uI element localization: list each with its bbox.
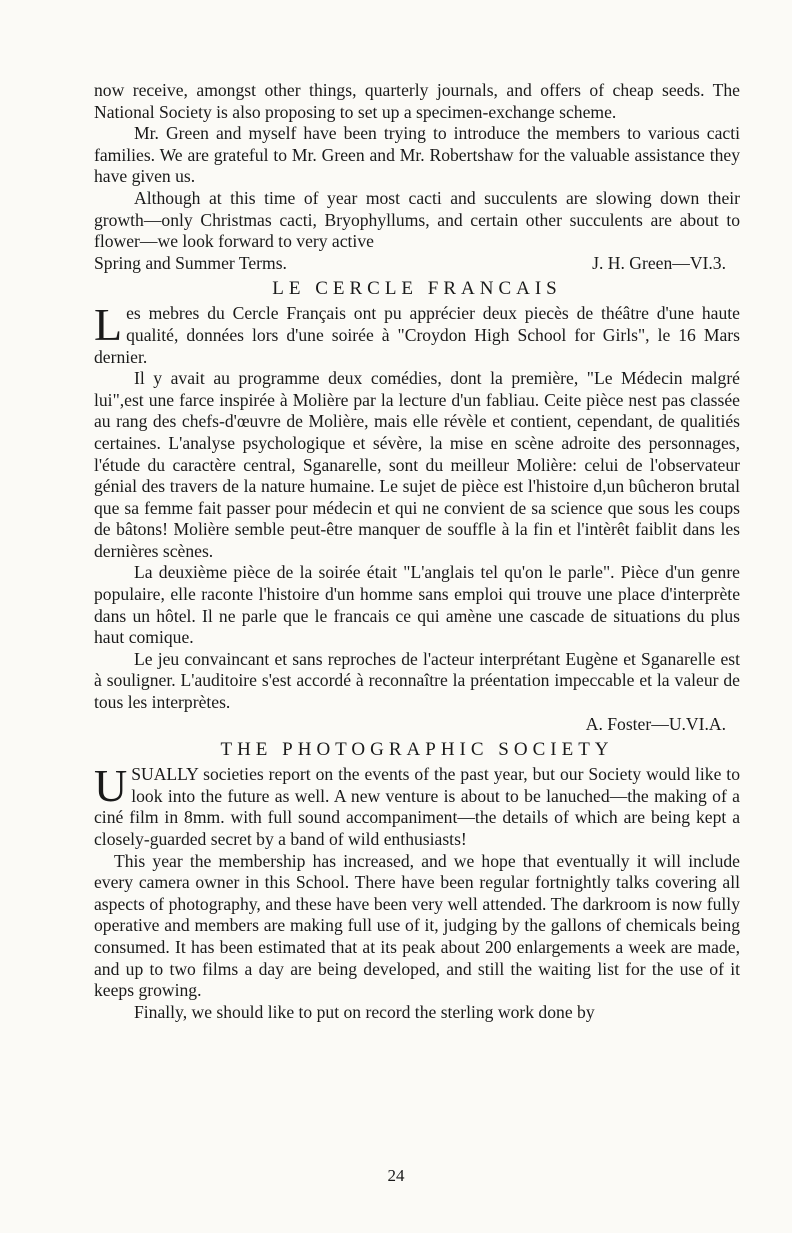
photo-heading: THE PHOTOGRAPHIC SOCIETY [220, 739, 614, 761]
photo-paragraph-2: This year the membership has increased, and we hope that eventually it will include every camera owner in this School. There have been regular fortnightly talks covering all aspects of photography, and these have been very well attended. The darkroom is now fully operative and members are making full use of it, judging by the gallons of chemicals being consumed. It has been estimated that at its peak about 200 enlargements a week are made, and up to two films a day are being developed, and still the waiting list for the use of it keeps growing. [94, 850, 740, 1001]
cercle-dropcap: L [94, 299, 123, 351]
cercle-signature-line [94, 714, 740, 736]
intro-paragraph-3-end: Spring and Summer Terms. [94, 252, 287, 273]
photo-paragraph-1 [94, 760, 740, 850]
cercle-paragraph-1 [94, 299, 740, 368]
document-body [94, 80, 740, 1023]
photo-paragraph-3: Finally, we should like to put on record the sterling work done by [134, 1001, 595, 1022]
photo-dropcap: U [94, 760, 128, 812]
page-number: 24 [387, 1166, 405, 1185]
cercle-paragraph-2: Il y avait au programme deux comédies, dont la première, "Le Médecin malgré lui",est une farce inspirée à Molière par la lecture d'un fabliau. Ceite pièce nest pas classée au rang des chefs-d'œuvre de Molière, mais elle révèle et contient, cependant, de qualitiés certaines. L'analyse psychologique et sévère, la mise en scène adroite des personnages, l'étude du caractère central, Sganarelle, sont du meilleur Molière: celui de l'observateur génial des travers de la nature humaine. Le sujet de pièce est l'histoire d,un bûcheron brutal que sa femme fait passer pour médecin et qui ne convient de sa science que sous les coups de bâtons! Molière semble peut-être manquer de souffle à la fin et l'intèrêt faiblit dans les dernières scènes. [94, 368, 740, 561]
cercle-heading: LE CERCLE FRANCAIS [272, 278, 562, 300]
cercle-paragraph-3: La deuxième pièce de la soirée était "L'anglais tel qu'on le parle". Pièce d'un genre populaire, elle raconte l'histoire d'un homme sans emploi qui trouve une place d'interprète dans un hôtel. Il ne parle que le francais ce qui amène une cascade de situations du plus haut comique. [94, 562, 740, 648]
photo-paragraph-1-text: SUALLY societies report on the events of the past year, but our Society would like to look into the future as well. A new venture is about to be lanuched—the making of a ciné film in 8mm. with full sound accompaniment—the details of which are being kept a closely-guarded secret by a band of wild enthusiasts! [94, 764, 740, 849]
intro-closing-line [94, 253, 740, 275]
intro-paragraph-3: Although at this time of year most cacti and succulents are slowing down their growth—only Christmas cacti, Bryophyllums, and certain other succulents are about to flower—we look forward to very active [94, 187, 740, 252]
cercle-paragraph-4: Le jeu convaincant et sans reproches de l'acteur interprétant Eugène et Sganarelle est à souligner. L'auditoire s'est accordé à reconnaître la préentation impeccable et la valeur de tous les interprètes. [94, 648, 740, 713]
cercle-paragraph-1-text: es mebres du Cercle Français ont pu apprécier deux piecès de théâtre d'une haute qualité, données lors d'une soirée à "Croydon High School for Girls", le 16 Mars dernier. [94, 303, 740, 367]
intro-paragraph-1: now receive, amongst other things, quarterly journals, and offers of cheap seeds. The National Society is also proposing to set up a specimen-exchange scheme. [94, 80, 740, 122]
cercle-signature: A. Foster—U.VI.A. [585, 713, 726, 734]
intro-paragraph-2: Mr. Green and myself have been trying to introduce the members to various cacti families. We are grateful to Mr. Green and Mr. Robertshaw for the valuable assistance they have given us. [94, 123, 740, 187]
intro-signature: J. H. Green—VI.3. [592, 252, 726, 273]
